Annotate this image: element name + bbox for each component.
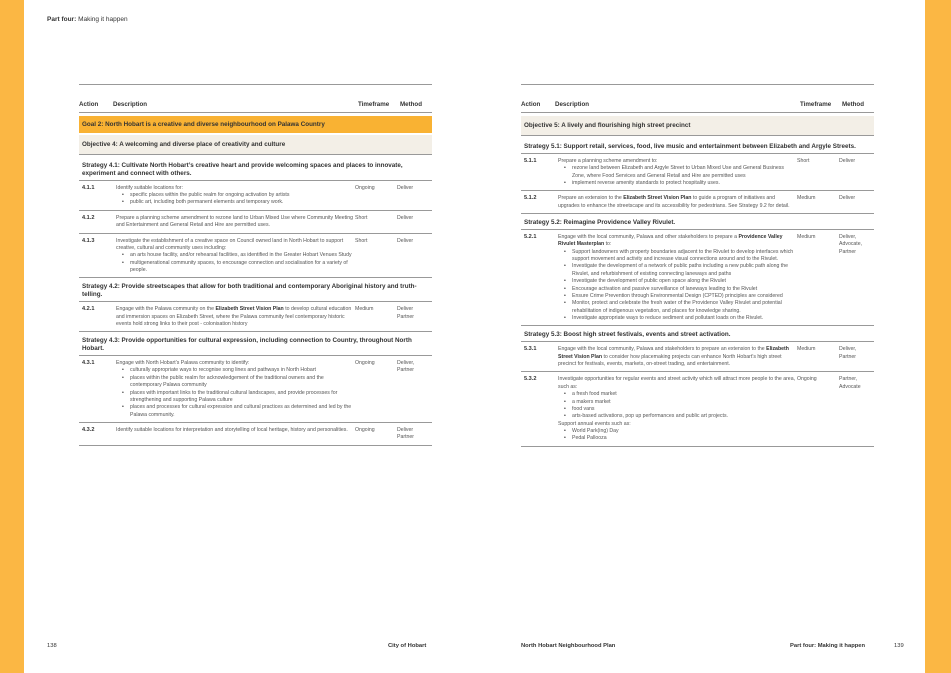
plan-name: Elizabeth Street Vision Plan xyxy=(558,346,789,360)
bullet-item: • World Park(ing) Day xyxy=(564,428,797,435)
bullet-item: • culturally appropriate ways to recognise song lines and pathways in North Hobart xyxy=(122,367,355,374)
action-row xyxy=(79,356,432,423)
strategy-heading: Strategy 4.1: Cultivate North Hobart’s creative heart and provide welcoming spaces and places to innovate, experiment and connect with others. xyxy=(79,157,432,181)
bullet-item: • places within the public realm for acknowledgement of the traditional owners and the contemporary Palawa community xyxy=(122,375,355,390)
action-row xyxy=(79,423,432,446)
right-footer-doc: North Hobart Neighbourhood Plan xyxy=(521,643,616,649)
bullet-item: • a makers market xyxy=(564,399,797,406)
strategy-heading: Strategy 4.3: Provide opportunities for cultural expression, including connection to Country, throughout North Hobart. xyxy=(79,332,432,356)
bullet-item: • Pedal Pallooza xyxy=(564,435,797,442)
col-method: Method xyxy=(400,101,422,108)
right-page-number: 139 xyxy=(894,643,904,649)
action-row xyxy=(79,181,432,211)
action-row xyxy=(521,230,874,327)
action-timeframe: Short xyxy=(797,157,810,164)
action-id: 5.3.2 xyxy=(524,376,537,383)
action-row xyxy=(521,342,874,372)
table-header xyxy=(79,101,432,113)
table-header xyxy=(521,101,874,113)
bullet-item: • specific places within the public realm for ongoing activation by artists xyxy=(122,192,355,199)
action-timeframe: Ongoing xyxy=(797,376,817,383)
header-part-title: Making it happen xyxy=(78,16,128,23)
action-description: Engage with the local community, Palawa and stakeholders to prepare an extension to the Elizabeth Street Vision Plan to consider how placemaking projects can enhance North Hobart’s high street precinct for festivals, events, markets, on-street trading, and entertainment. xyxy=(558,346,789,368)
bullet-item: • Support landowners with property boundaries adjacent to the Rivulet to develop interfaces which support movement and activity and increase visual connections around and to the Rivulet. xyxy=(564,249,797,264)
action-method: Deliver Partner xyxy=(397,427,415,441)
action-row xyxy=(521,191,874,214)
action-description: Prepare a planning scheme amendment to: • rezone land between Elizabeth and Argyle Street to Urban Mixed Use and General Business Zone, where Food Services and General Retail and Hire are permitted uses • implement reverse amenity standards to protect hospitality uses. xyxy=(558,158,797,188)
action-timeframe: Short xyxy=(355,237,368,244)
action-method: Deliver xyxy=(839,195,856,202)
action-method: Deliver xyxy=(397,237,414,244)
objective-row: Objective 5: A lively and flourishing high street precinct xyxy=(521,116,874,136)
bullet-item: • Investigate the development of a network of public paths including a new public path along the Rivulet, and refurbishment of existing connecting laneways and paths xyxy=(564,263,797,278)
action-method: Deliver, Partner xyxy=(839,346,857,360)
left-action-table xyxy=(79,84,432,446)
col-timeframe: Timeframe xyxy=(800,101,832,108)
plan-name: Providence Valley Rivulet Masterplan xyxy=(558,233,783,248)
bullet-item: • an arts house facility, and/or rehearsal facilities, as identified in the Greater Hobart Venues Study xyxy=(122,252,355,259)
action-timeframe: Medium xyxy=(797,233,816,240)
strategy-heading: Strategy 5.3: Boost high street festivals, events and street activation. xyxy=(521,326,874,342)
col-action: Action xyxy=(79,101,99,108)
action-method: Deliver Partner xyxy=(397,306,415,320)
action-id: 4.3.2 xyxy=(82,427,95,434)
left-page-number: 138 xyxy=(47,643,57,649)
action-row xyxy=(521,154,874,192)
bullet-item: • Investigate the development of public open space along the Rivulet xyxy=(564,278,797,285)
action-id: 4.1.2 xyxy=(82,214,95,221)
action-id: 4.1.3 xyxy=(82,237,95,244)
bullet-item: • Ensure Crime Prevention through Environmental Design (CPTED) principles are considered xyxy=(564,293,797,300)
bullet-item: • Encourage activation and passive surveillance of laneways leading to the Rivulet xyxy=(564,286,797,293)
left-footer-org: City of Hobart xyxy=(388,643,427,649)
action-method: Deliver, Partner xyxy=(397,360,415,374)
col-description: Description xyxy=(555,101,590,108)
bullet-item: • a fresh food market xyxy=(564,391,797,398)
action-row xyxy=(79,234,432,279)
action-id: 5.1.2 xyxy=(524,195,537,202)
col-action: Action xyxy=(521,101,541,108)
action-description: Investigate the establishment of a creative space on Council owned land in North Hobart to support creative, cultural and community uses including: • an arts house facility, and/or rehearsal facilities, as identified in the Greater Hobart Venues Study • multigenerational community spaces, to encourage connection and socialisation for a variety of people. xyxy=(116,238,355,275)
header-part-label: Part four: xyxy=(47,16,77,23)
bullet-item: • food vans xyxy=(564,406,797,413)
running-header xyxy=(47,16,128,23)
action-row xyxy=(79,302,432,332)
action-description: Engage with the Palawa community on the Elizabeth Street Vision Plan to develop cultural education and immersion spaces on Elizabeth Street, where the Palawa community feel contemporary historic events hold strong links to their post - colonisation history xyxy=(116,306,352,327)
action-timeframe: Medium xyxy=(797,195,816,202)
goal-banner: Goal 2: North Hobart is a creative and diverse neighbourhood on Palawa Country xyxy=(79,116,432,133)
action-description: Identify suitable locations for: • specific places within the public realm for ongoing activation by artists • public art, including both permanent elements and temporary work. xyxy=(116,185,355,207)
action-id: 5.1.1 xyxy=(524,157,537,164)
bullet-item: • arts-based activations, pop up performances and public art projects. xyxy=(564,413,797,420)
action-description: Identify suitable locations for interpretation and storytelling of local heritage, history and personalities. xyxy=(116,427,348,434)
top-rule xyxy=(79,84,432,85)
bullet-item: • places with important links to the traditional cultural landscapes, and provide processes for strengthening and supporting Palawa culture xyxy=(122,390,355,405)
action-timeframe: Ongoing xyxy=(355,184,375,191)
action-method: Partner, Advocate xyxy=(839,376,861,390)
plan-name: Elizabeth Street Vision Plan xyxy=(623,195,692,202)
right-footer-part: Part four: Making it happen xyxy=(790,643,866,649)
right-page-edge xyxy=(925,0,951,673)
action-id: 4.2.1 xyxy=(82,306,95,313)
action-row xyxy=(521,372,874,446)
left-page-edge xyxy=(0,0,24,673)
top-rule xyxy=(521,84,874,85)
strategy-heading: Strategy 5.2: Reimagine Providence Valley Rivulet. xyxy=(521,214,874,230)
action-id: 4.3.1 xyxy=(82,360,95,367)
col-description: Description xyxy=(113,101,148,108)
bullet-item: • public art, including both permanent elements and temporary work. xyxy=(122,199,355,206)
col-method: Method xyxy=(842,101,864,108)
action-method: Deliver xyxy=(397,214,414,221)
action-description: Engage with North Hobart’s Palawa community to identify: • culturally appropriate ways to recognise song lines and pathways in North Hobart • places within the public realm for acknowledgement of the traditional owners and the contemporary Palawa community • places with important links to the traditional cultural landscapes, and provide processes for strengthening and supporting Palawa culture • places and processes for cultural expression and cultural practices as determined and led by the Palawa community. xyxy=(116,360,355,419)
bullet-item: • places and processes for cultural expression and cultural practices as determined and led by the Palawa community. xyxy=(122,404,355,419)
col-timeframe: Timeframe xyxy=(358,101,390,108)
action-timeframe: Ongoing xyxy=(355,427,375,434)
bullet-item: • rezone land between Elizabeth and Argyle Street to Urban Mixed Use and General Business Zone, where Food Services and General Retail and Hire are permitted uses xyxy=(564,165,797,180)
action-id: 4.1.1 xyxy=(82,184,95,191)
action-method: Deliver xyxy=(397,184,414,191)
strategy-heading: Strategy 4.2: Provide streetscapes that allow for both traditional and contemporary Aboriginal history and truth-telling. xyxy=(79,278,432,302)
action-method: Deliver, Advocate, Partner xyxy=(839,233,863,255)
right-action-table xyxy=(521,84,874,447)
action-description: Prepare a planning scheme amendment to rezone land to Urban Mixed Use where Community Meeting and Entertainment and General Retail and Hire are permitted uses. xyxy=(116,214,354,229)
action-timeframe: Ongoing xyxy=(355,360,375,367)
action-description: Investigate opportunities for regular events and street activity which will attract more people to the area, such as: • a fresh food market • a makers market • food vans • arts-based activations, pop up performances and public art projects. Support annual events such as: • World Park(ing) Day • Pedal Pallooza xyxy=(558,376,797,442)
action-id: 5.3.1 xyxy=(524,346,537,353)
plan-name: Elizabeth Street Vision Plan xyxy=(215,306,284,313)
action-timeframe: Medium xyxy=(355,306,374,313)
objective-row: Objective 4: A welcoming and diverse place of creativity and culture xyxy=(79,135,432,155)
bullet-item: • implement reverse amenity standards to protect hospitality uses. xyxy=(564,180,797,187)
action-timeframe: Medium xyxy=(797,346,816,353)
action-description: Prepare an extension to the Elizabeth Street Vision Plan to guide a program of initiatives and upgrades to enhance the streetscape and its accessibility for pedestrians. See Strategy 9.2 for detail. xyxy=(558,195,790,209)
action-row xyxy=(79,211,432,234)
bullet-item: • Investigate appropriate ways to reduce sediment and pollutant loads on the Rivulet. xyxy=(564,315,797,322)
action-description: Engage with the local community, Palawa and other stakeholders to prepare a Providence Valley Rivulet Masterplan to: • Support landowners with property boundaries adjacent to the Rivulet to develop interfaces which support movement and activity and increase visual connections around and to the Rivulet. • Investigate the development of a network of public paths including a new public path along the Rivulet, and refurbishment of existing connecting laneways and paths • Investigate the development of public open space along the Rivulet • Encourage activation and passive surveillance of laneways leading to the Rivulet • Ensure Crime Prevention through Environmental Design (CPTED) principles are considered • Monitor, protect and celebrate the fresh water of the Providence Valley Rivulet and potential rehabilitation of indigenous vegetation, and places for knowledge sharing. • Investigate appropriate ways to reduce sediment and pollutant loads on the Rivulet. xyxy=(558,234,797,323)
bullet-item: • multigenerational community spaces, to encourage connection and socialisation for a variety of people. xyxy=(122,260,355,275)
bullet-item: • Monitor, protect and celebrate the fresh water of the Providence Valley Rivulet and potential rehabilitation of indigenous vegetation, and places for knowledge sharing. xyxy=(564,300,797,315)
action-id: 5.2.1 xyxy=(524,233,537,240)
action-timeframe: Short xyxy=(355,214,368,221)
action-method: Deliver xyxy=(839,157,856,164)
strategy-heading: Strategy 5.1: Support retail, services, food, live music and entertainment between Elizabeth and Argyle Streets. xyxy=(521,138,874,154)
